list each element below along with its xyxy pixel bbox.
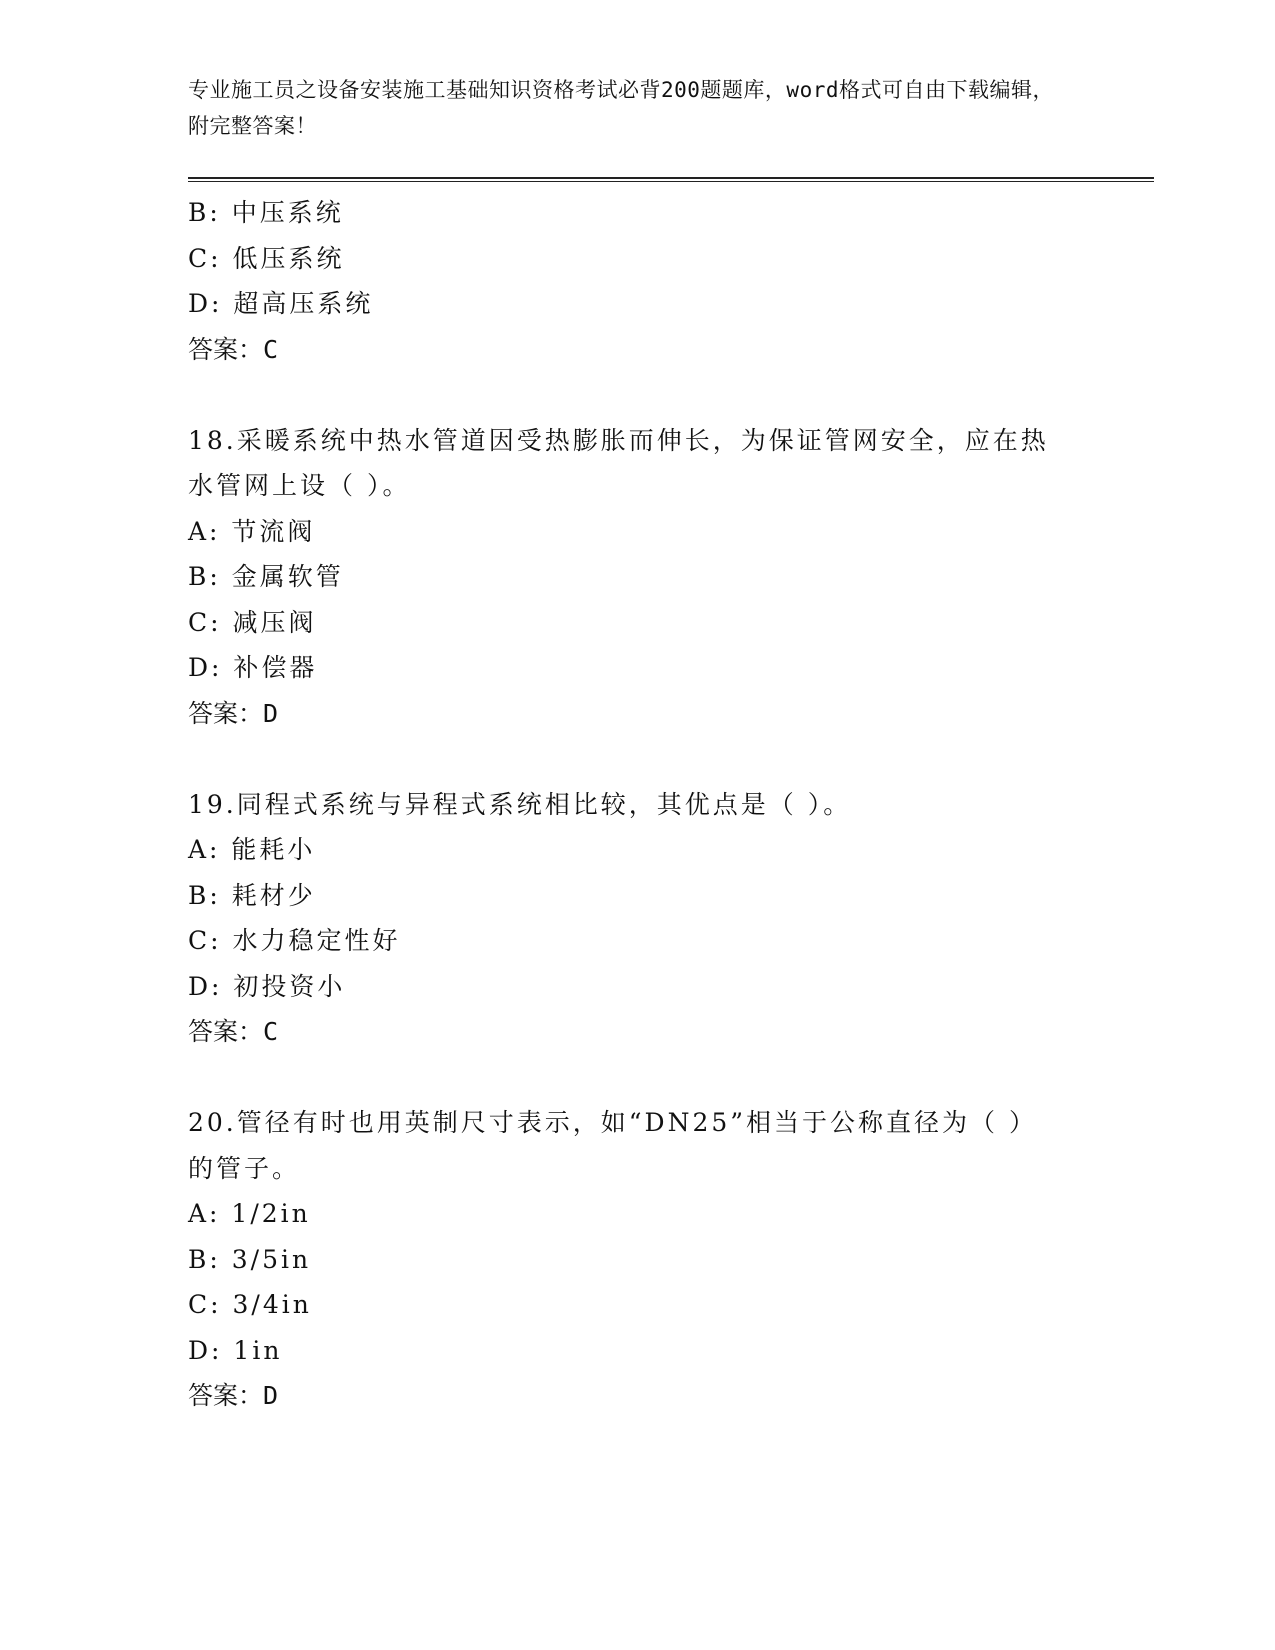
spacer — [188, 1055, 1088, 1101]
header-divider — [188, 177, 1154, 182]
option-d: D: 初投资小 — [188, 971, 346, 1001]
spacer — [188, 372, 1088, 418]
question-text-line-1: 18.采暖系统中热水管道因受热膨胀而伸长，为保证管网安全，应在热 — [188, 425, 1049, 455]
question-18 — [188, 418, 1088, 737]
option-c: C: 水力稳定性好 — [188, 926, 401, 955]
document-body — [188, 190, 1088, 1419]
answer: 答案：D — [188, 698, 279, 728]
option-b: B: 中压系统 — [188, 198, 344, 227]
answer: 答案：C — [188, 1017, 279, 1046]
option-d: D: 补偿器 — [188, 653, 318, 682]
spacer — [188, 736, 1088, 782]
option-d: D: 1in — [188, 1335, 283, 1365]
option-b: B: 金属软管 — [188, 562, 344, 591]
option-c: C: 减压阀 — [188, 607, 317, 637]
option-d: D: 超高压系统 — [188, 289, 374, 318]
option-c: C: 低压系统 — [188, 243, 345, 273]
question-text-line-2: 的管子。 — [188, 1153, 301, 1183]
question-text-line-2: 水管网上设（ ）。 — [188, 471, 411, 500]
option-c: C: 3/4in — [188, 1290, 312, 1319]
question-17-continued — [188, 190, 1088, 372]
question-text-line-1: 20.管径有时也用英制尺寸表示，如“DN25”相当于公称直径为（ ） — [188, 1108, 1037, 1137]
question-19 — [188, 782, 1088, 1055]
answer: 答案：D — [188, 1381, 279, 1410]
option-a: A: 能耗小 — [188, 835, 316, 864]
document-header — [188, 72, 1068, 144]
option-b: B: 3/5in — [188, 1244, 312, 1274]
question-20 — [188, 1100, 1088, 1419]
option-a: A: 节流阀 — [188, 516, 316, 546]
question-text-line-1: 19.同程式系统与异程式系统相比较，其优点是（ ）。 — [188, 789, 852, 819]
option-a: A: 1/2in — [188, 1199, 311, 1228]
answer: 答案：C — [188, 334, 279, 364]
header-text: 专业施工员之设备安装施工基础知识资格考试必背200题题库，word格式可自由下载编辑，附完整答案！ — [188, 78, 1054, 138]
option-b: B: 耗材少 — [188, 880, 316, 910]
